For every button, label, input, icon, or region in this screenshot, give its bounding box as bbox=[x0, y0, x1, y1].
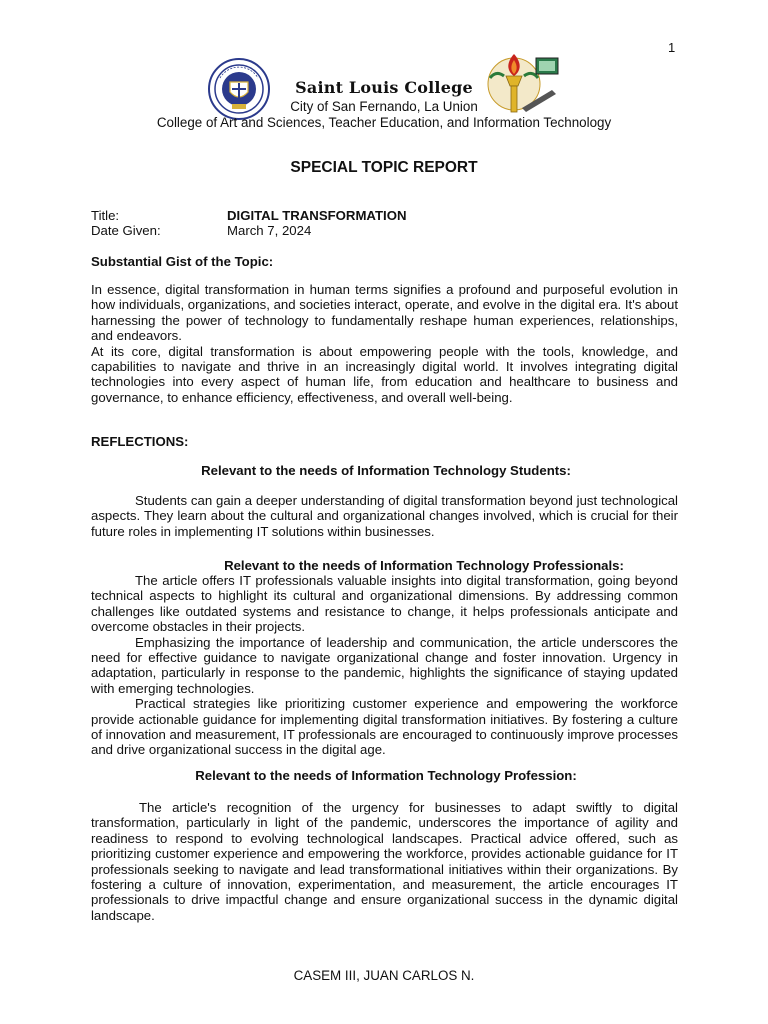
gist-body bbox=[91, 282, 678, 405]
reflections-heading: REFLECTIONS: bbox=[91, 434, 189, 449]
professionals-body bbox=[91, 573, 678, 758]
professionals-paragraph: The article offers IT professionals valuable insights into digital transformation, going beyond technical aspects to highlight its cultural and organizational dimensions. By addressing common challenges like outdated systems and resistance to change, it helps professionals anticipate and overcome obstacles in their projects. bbox=[91, 573, 678, 635]
profession-body bbox=[91, 800, 678, 923]
report-meta bbox=[91, 208, 691, 238]
students-paragraph: Students can gain a deeper understanding of digital transformation beyond just technological aspects. They learn about the cultural and organizational changes involved, which is crucial for their future roles in implementing IT solutions within businesses. bbox=[91, 493, 678, 539]
report-title: SPECIAL TOPIC REPORT bbox=[290, 159, 478, 176]
college-department: College of Art and Sciences, Teacher Education, and Information Technology bbox=[156, 115, 612, 130]
gist-heading: Substantial Gist of the Topic: bbox=[91, 254, 274, 269]
title-label: Title: bbox=[91, 208, 120, 223]
college-city: City of San Fernando, La Union bbox=[290, 99, 478, 114]
students-body bbox=[91, 493, 678, 539]
gist-paragraph: At its core, digital transformation is about empowering people with the tools, knowledge, and capabilities to navigate and thrive in an increasingly digital world. It involves integrating digital technologies into every aspect of human life, from education and healthcare to business and governance, to enhance efficiency, effectiveness, and overall well-being. bbox=[91, 343, 678, 405]
page-number: 1 bbox=[668, 40, 676, 55]
author-footer: CASEM III, JUAN CARLOS N. bbox=[293, 968, 475, 983]
meta-date-row bbox=[91, 223, 691, 238]
gist-paragraph: In essence, digital transformation in human terms signifies a profound and purposeful evolution in how individuals, organizations, and societies interact, operate, and evolve in the digital era. It's about harnessing the power of technology to fundamentally reshape human experiences, relationships, and endeavors. bbox=[91, 282, 678, 344]
profession-heading: Relevant to the needs of Information Technology Profession: bbox=[195, 768, 577, 783]
professionals-heading: Relevant to the needs of Information Technology Professionals: bbox=[224, 558, 624, 573]
meta-title-row bbox=[91, 208, 691, 223]
college-name: Saint Louis College bbox=[295, 78, 473, 97]
title-value: DIGITAL TRANSFORMATION bbox=[227, 208, 407, 223]
professionals-paragraph: Practical strategies like prioritizing customer experience and empowering the workforce provide actionable guidance for implementing digital transformation initiatives. By fostering a culture of innovation and measurement, IT professionals are encouraged to continuously improve processes and drive organizational success in the digital age. bbox=[91, 696, 678, 758]
profession-paragraph: The article's recognition of the urgency for businesses to adapt swiftly to digital transformation, particularly in light of the pandemic, underscores the importance of agility and readiness to respond to evolving technological landscapes. Practical advice offered, such as prioritizing customer experience and empowering the workforce, provides actionable guidance for IT professionals seeking to navigate and lead transformational initiatives within their organizations. By fostering a culture of innovation, experimentation, and measurement, the article encourages IT professionals to drive impactful change and ensure organizational success in the dynamic digital landscape. bbox=[91, 800, 678, 923]
students-heading: Relevant to the needs of Information Technology Students: bbox=[201, 463, 571, 478]
date-label: Date Given: bbox=[91, 223, 161, 238]
professionals-paragraph: Emphasizing the importance of leadership and communication, the article underscores the need for effective guidance to navigate organizational change and foster innovation. Urgency in adaptation, particularly in response to the pandemic, highlights the significance of staying updated with emerging technologies. bbox=[91, 634, 678, 696]
date-value: March 7, 2024 bbox=[227, 223, 312, 238]
